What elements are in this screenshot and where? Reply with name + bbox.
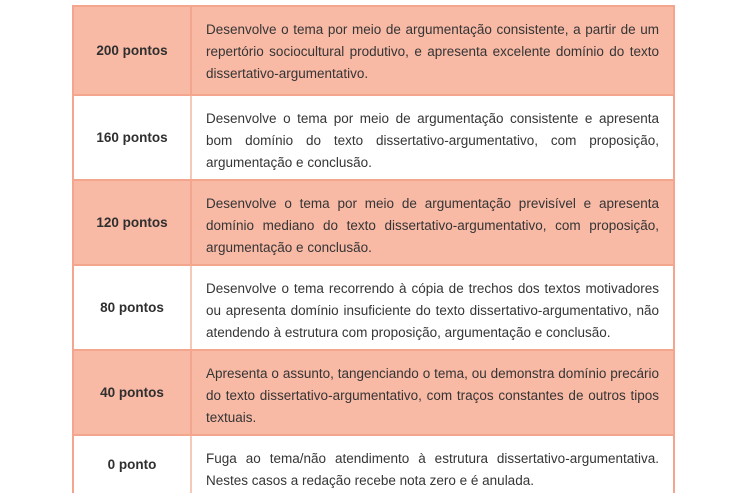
- description-cell: Desenvolve o tema recorrendo à cópia de trechos dos textos motivadores ou apresenta domínio insuficiente do texto dissertativo-argumentativo, não atendendo à estrutura com proposição, argumentação e conclusão.: [206, 281, 659, 340]
- description-cell: Desenvolve o tema por meio de argumentação consistente, a partir de um repertório sociocultural produtivo, e apresenta excelente domínio do texto dissertativo-argumentativo.: [206, 22, 659, 81]
- score-cell: 200 pontos: [74, 7, 192, 94]
- score-cell: 80 pontos: [74, 266, 192, 349]
- score-cell: 120 pontos: [74, 181, 192, 264]
- table-row: [74, 179, 673, 264]
- table-row: [74, 264, 673, 349]
- table-row: [74, 349, 673, 434]
- description-cell: Fuga ao tema/não atendimento à estrutura dissertativo-argumentativa. Nestes casos a redação recebe nota zero e é anulada.: [206, 451, 659, 488]
- score-cell: 0 ponto: [74, 436, 192, 493]
- table-row: [74, 7, 673, 94]
- score-cell: 160 pontos: [74, 96, 192, 179]
- description-cell: Desenvolve o tema por meio de argumentação previsível e apresenta domínio mediano do texto dissertativo-argumentativo, com proposição, argumentação e conclusão.: [206, 196, 659, 255]
- description-cell: Apresenta o assunto, tangenciando o tema, ou demonstra domínio precário do texto dissertativo-argumentativo, com traços constantes de outros tipos textuais.: [206, 366, 659, 425]
- table-row: [74, 94, 673, 179]
- table-row: [74, 434, 673, 493]
- score-cell: 40 pontos: [74, 351, 192, 434]
- scoring-rubric-table: [72, 5, 675, 493]
- description-cell: Desenvolve o tema por meio de argumentação consistente e apresenta bom domínio do texto dissertativo-argumentativo, com proposição, argumentação e conclusão.: [206, 111, 659, 170]
